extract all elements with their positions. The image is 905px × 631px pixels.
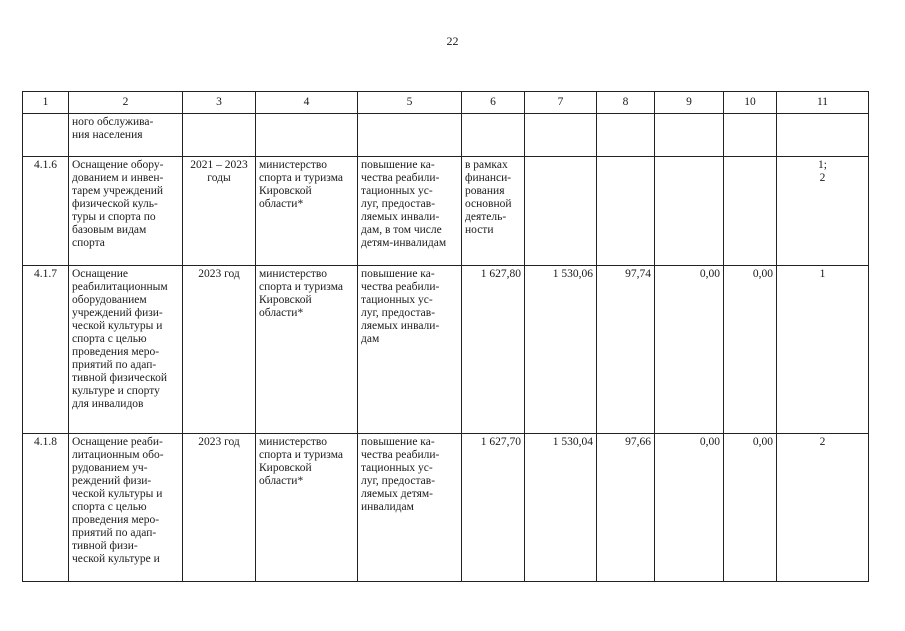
column-header-7: 7	[525, 92, 597, 114]
page-number: 22	[446, 34, 459, 48]
column-header-5: 5	[358, 92, 462, 114]
cell-value-6: в рамках финанси- рования основной деятель- ности	[462, 157, 525, 266]
column-header-1: 1	[23, 92, 69, 114]
table-row	[23, 157, 869, 266]
cell-period	[183, 114, 256, 157]
column-header-11: 11	[777, 92, 869, 114]
cell-indicator: 1; 2	[777, 157, 869, 266]
column-header-9: 9	[655, 92, 724, 114]
cell-executor	[256, 114, 358, 157]
cell-period: 2021 – 2023 годы	[183, 157, 256, 266]
column-header-6: 6	[462, 92, 525, 114]
cell-value-6: 1 627,70	[462, 434, 525, 582]
cell-value-10	[724, 157, 777, 266]
cell-value-7	[525, 157, 597, 266]
cell-number: 4.1.6	[23, 157, 69, 266]
table-row	[23, 434, 869, 582]
header-row	[23, 92, 869, 114]
cell-number	[23, 114, 69, 157]
table-row	[23, 114, 869, 157]
cell-value-8: 97,66	[597, 434, 655, 582]
cell-value-6: 1 627,80	[462, 266, 525, 434]
cell-indicator	[777, 114, 869, 157]
cell-value-8	[597, 157, 655, 266]
cell-measure-name: Оснащение реаби- литационным обо- рудованием уч- реждений физи- ческой культуры и спорта с целью проведения меро- приятий по адап- тивной физи- ческой культуре и	[69, 434, 183, 582]
column-header-3: 3	[183, 92, 256, 114]
cell-executor: министерство спорта и туризма Кировской области*	[256, 157, 358, 266]
column-header-4: 4	[256, 92, 358, 114]
cell-value-8	[597, 114, 655, 157]
cell-result: повышение ка- чества реабили- тационных ус- луг, предостав- ляемых детям- инвалидам	[358, 434, 462, 582]
cell-indicator: 2	[777, 434, 869, 582]
cell-value-6	[462, 114, 525, 157]
cell-value-7: 1 530,06	[525, 266, 597, 434]
cell-value-8: 97,74	[597, 266, 655, 434]
cell-measure-name: Оснащение обору- дованием и инвен- тарем учреждений физической куль- туры и спорта по базовым видам спорта	[69, 157, 183, 266]
cell-measure-name: ного обслужива- ния населения	[69, 114, 183, 157]
cell-result	[358, 114, 462, 157]
cell-indicator: 1	[777, 266, 869, 434]
cell-value-10: 0,00	[724, 434, 777, 582]
cell-number: 4.1.8	[23, 434, 69, 582]
cell-executor: министерство спорта и туризма Кировской области*	[256, 434, 358, 582]
column-header-2: 2	[69, 92, 183, 114]
column-header-8: 8	[597, 92, 655, 114]
cell-result: повышение ка- чества реабили- тационных ус- луг, предостав- ляемых инвали- дам, в том числе детям-инвалидам	[358, 157, 462, 266]
cell-value-7	[525, 114, 597, 157]
cell-executor: министерство спорта и туризма Кировской области*	[256, 266, 358, 434]
cell-period: 2023 год	[183, 266, 256, 434]
cell-period: 2023 год	[183, 434, 256, 582]
cell-result: повышение ка- чества реабили- тационных ус- луг, предостав- ляемых инвали- дам	[358, 266, 462, 434]
cell-measure-name: Оснащение реабилитационным оборудованием учреждений физи- ческой культуры и спорта с целью проведения меро- приятий по адап- тивной физической культуре и спорту для инвалидов	[69, 266, 183, 434]
table-row	[23, 266, 869, 434]
cell-value-9: 0,00	[655, 434, 724, 582]
cell-value-9	[655, 114, 724, 157]
cell-value-10	[724, 114, 777, 157]
cell-number: 4.1.7	[23, 266, 69, 434]
measures-table	[22, 91, 869, 582]
cell-value-7: 1 530,04	[525, 434, 597, 582]
cell-value-9: 0,00	[655, 266, 724, 434]
cell-value-9	[655, 157, 724, 266]
column-header-10: 10	[724, 92, 777, 114]
cell-value-10: 0,00	[724, 266, 777, 434]
